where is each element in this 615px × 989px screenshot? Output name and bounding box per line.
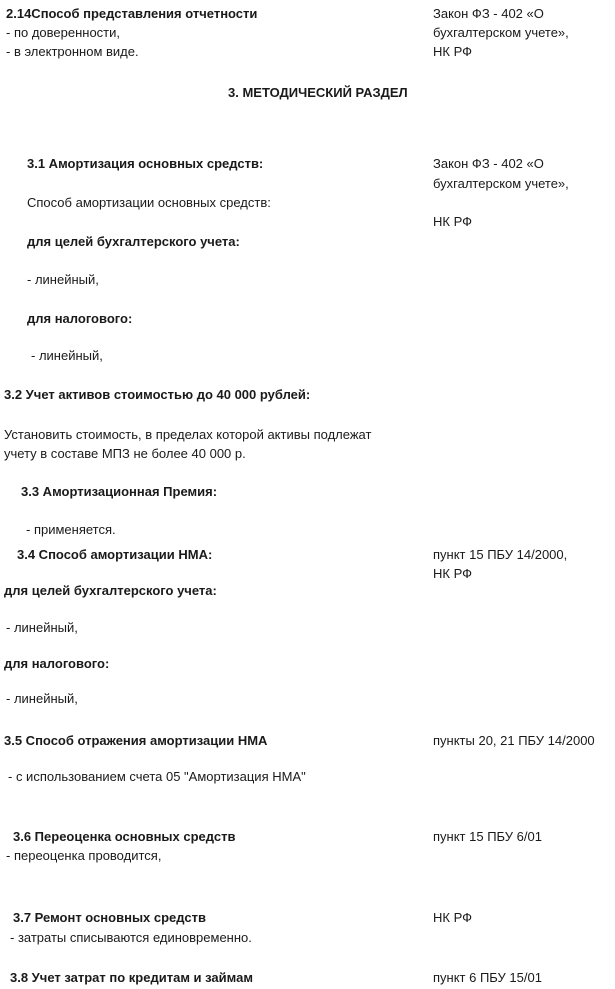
section-3-1-method-label: Способ амортизации основных средств: [27,195,271,210]
section-3-5-value: - с использованием счета 05 "Амортизация НМА" [8,769,306,784]
section-3-4-tax-value: - линейный, [6,691,78,706]
section-3-1-ref: бухгалтерском учете», [433,176,569,191]
section-2-14-item: - по доверенности, [6,25,121,40]
section-3-3-value: - применяется. [26,522,116,537]
section-3-4-heading: 3.4 Способ амортизации НМА: [17,547,213,562]
section-3-2-heading: 3.2 Учет активов стоимостью до 40 000 рублей: [4,387,311,402]
section-3-6-value: - переоценка проводится, [6,848,162,863]
section-3-title: 3. МЕТОДИЧЕСКИЙ РАЗДЕЛ [228,85,408,100]
section-3-1-ref: Закон ФЗ - 402 «О [433,156,544,171]
section-2-14-ref: НК РФ [433,44,472,59]
section-3-1-tax-value: - линейный, [31,348,103,363]
section-2-14-ref: бухгалтерском учете», [433,25,569,40]
section-3-8-heading: 3.8 Учет затрат по кредитам и займам [10,970,253,985]
section-3-3-heading: 3.3 Амортизационная Премия: [21,484,218,499]
section-3-6-ref: пункт 15 ПБУ 6/01 [433,829,542,844]
section-3-4-accounting-value: - линейный, [6,620,78,635]
section-3-8-ref: пункт 6 ПБУ 15/01 [433,970,542,985]
section-3-2-text: Установить стоимость, в пределах которой активы подлежат [4,427,372,442]
section-3-1-tax-label: для налогового: [27,311,133,326]
section-3-4-ref: пункт 15 ПБУ 14/2000, [433,547,568,562]
section-3-1-ref: НК РФ [433,214,472,229]
section-3-5-heading: 3.5 Способ отражения амортизации НМА [4,733,268,748]
section-3-4-tax-label: для налогового: [4,656,110,671]
section-2-14-heading: 2.14Способ представления отчетности [6,6,258,21]
section-2-14-ref: Закон ФЗ - 402 «О [433,6,544,21]
section-3-7-ref: НК РФ [433,910,472,925]
section-2-14-item: - в электронном виде. [6,44,139,59]
section-3-1-heading: 3.1 Амортизация основных средств: [27,156,264,171]
section-3-6-heading: 3.6 Переоценка основных средств [13,829,236,844]
section-3-4-ref: НК РФ [433,566,472,581]
section-3-1-accounting-value: - линейный, [27,272,99,287]
section-3-2-text: учету в составе МПЗ не более 40 000 р. [4,446,246,461]
section-3-7-value: - затраты списываются единовременно. [10,930,252,945]
section-3-1-accounting-label: для целей бухгалтерского учета: [27,234,240,249]
section-3-4-accounting-label: для целей бухгалтерского учета: [4,583,217,598]
section-3-7-heading: 3.7 Ремонт основных средств [13,910,206,925]
section-3-5-ref: пункты 20, 21 ПБУ 14/2000 [433,733,595,748]
